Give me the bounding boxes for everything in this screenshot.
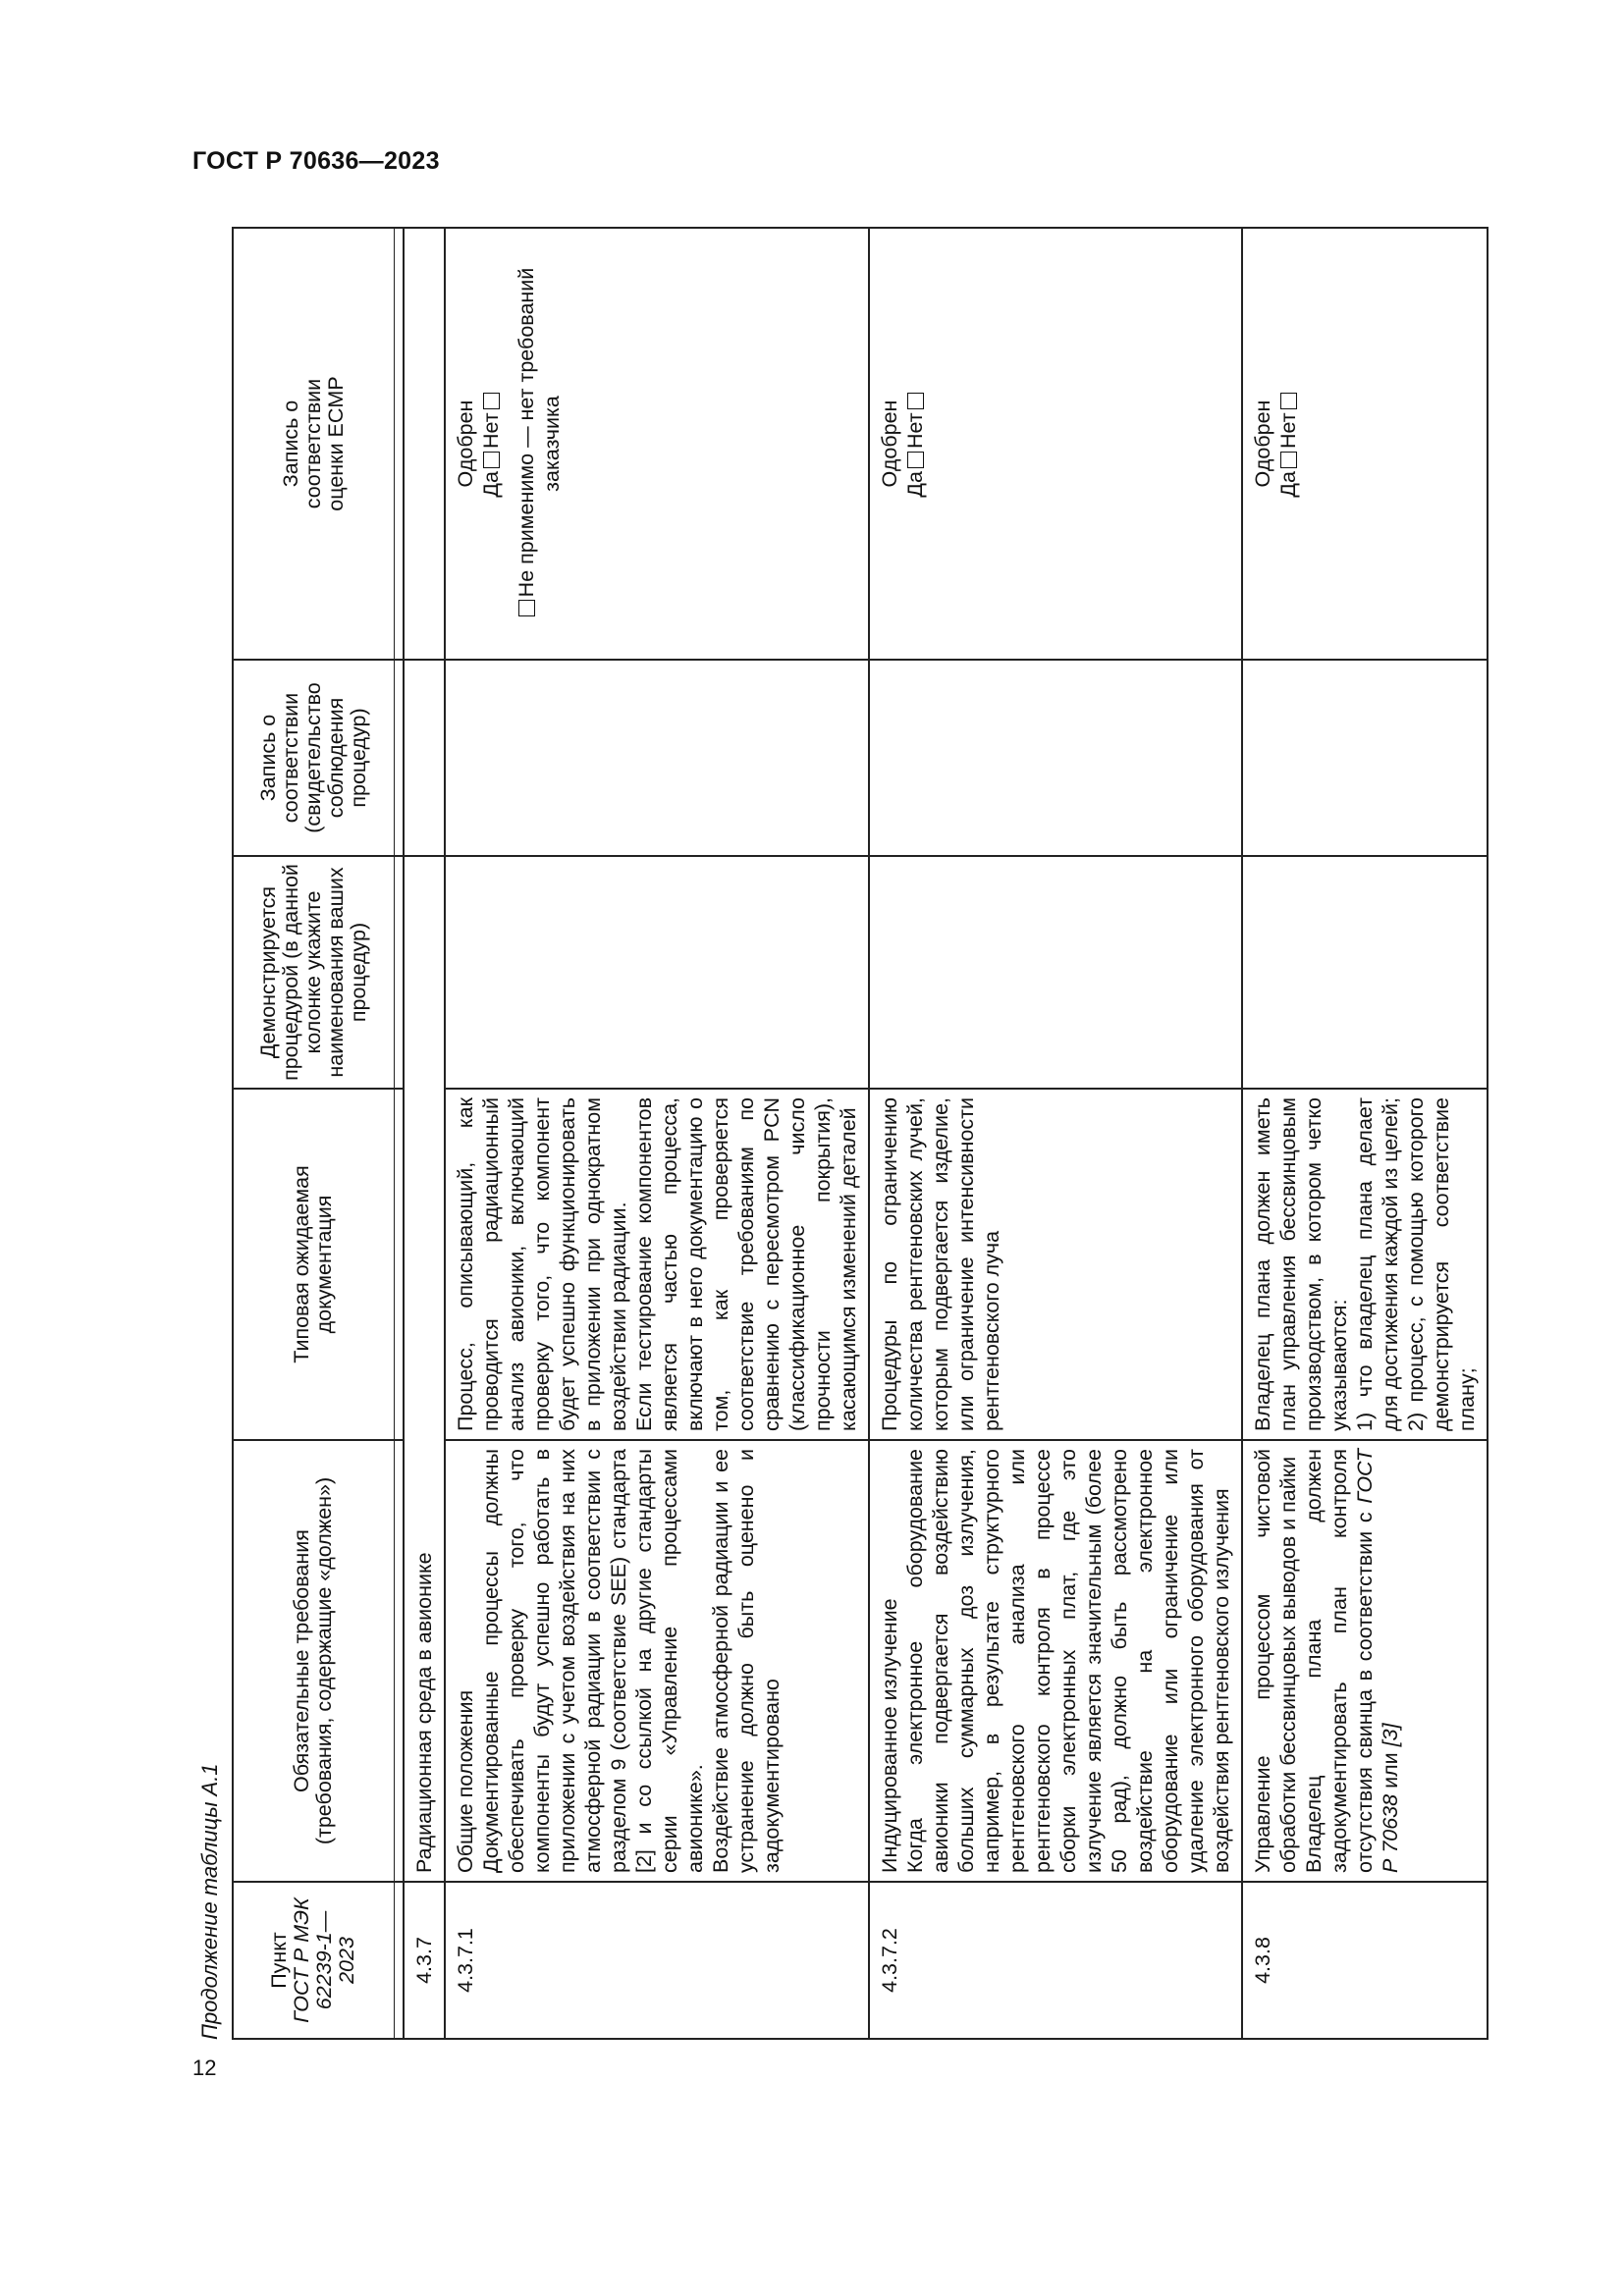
document-header: ГОСТ Р 70636—2023 <box>192 147 440 175</box>
rotated-page-content <box>192 229 1479 2040</box>
requirement-cell <box>869 1440 1242 1882</box>
requirement-text: Воздействие атмосферной радиации и ее устранение должно быть оценено и задокументировано <box>708 1449 784 1873</box>
yes-checkbox[interactable] <box>907 452 924 468</box>
section-title: Радиационная среда в авионике <box>404 856 445 1882</box>
requirement-text: Документированные процессы должны обеспечивать проверку того, что компоненты будут успешно работать в приложении с учетом воздействия на них атмосферной радиации в соответствии с разделом 9 (соответствие SEE) стандарта [2] и со ссылкой на другие стандарты серии «Управление процессами авионике». <box>478 1449 707 1873</box>
no-checkbox[interactable] <box>483 393 500 409</box>
header-procedure: Демонстрируется процедурой (в данной колонке укажите наименования ваших процедур) <box>233 856 394 1089</box>
table-row <box>1242 228 1488 2039</box>
documentation-text: Процесс, описывающий, как проводится радиационный анализ авионики, включающий проверку того, что компонент будет успешно функционировать в приложении при однократном воздействии радиации. <box>453 1097 630 1431</box>
yes-label: Да <box>902 471 927 498</box>
clause-number: 4.3.8 <box>1242 1882 1488 2039</box>
requirement-title: Индуцированное излучение <box>877 1598 901 1873</box>
no-label: Нет <box>1275 412 1300 450</box>
clause-number: 4.3.7.2 <box>869 1882 1242 2039</box>
header-documentation: Типовая ожидаемая документация <box>233 1089 394 1440</box>
record-cell <box>869 660 1242 856</box>
procedure-cell <box>445 856 869 1089</box>
procedure-cell <box>1242 856 1488 1089</box>
procedure-cell <box>869 856 1242 1089</box>
header-record: Запись о соответствии (свидетельство соблюдения процедур) <box>233 660 394 856</box>
header-spacer-row <box>394 228 404 2039</box>
record-cell <box>404 660 445 856</box>
record-cell <box>1242 660 1488 856</box>
yes-checkbox[interactable] <box>1280 452 1297 468</box>
yes-label: Да <box>1275 471 1300 498</box>
not-applicable-label: Не применимо — нет требований заказчика <box>514 267 564 598</box>
table-caption: Продолжение таблицы А.1 <box>197 1763 222 2040</box>
table-row <box>445 228 869 2039</box>
documentation-cell <box>1242 1089 1488 1440</box>
requirement-text: Когда электронное оборудование авионики подвергается воздействию больших суммарных доз излучения, например, в результате структурного рентгеновского анализа или рентгеновского контроля в процессе сборки электронных плат, где это излучение является значительным (более 50 рад), должно быть рассмотрено воздействие на электронное оборудование или ограничение или удаление электронного оборудования от воздействия рентгеновского излучения <box>902 1449 1233 1873</box>
requirement-cell <box>445 1440 869 1882</box>
reference-gost: ГОСТ Р 70638 <box>1352 1449 1402 1873</box>
documentation-cell <box>445 1089 869 1440</box>
no-label: Нет <box>902 412 927 450</box>
requirement-cell <box>1242 1440 1488 1882</box>
documentation-list-item: 1) что владелец плана делает для достижения каждой из целей; <box>1352 1096 1402 1431</box>
requirements-table <box>232 227 1489 2040</box>
header-ecmp-record: Запись о соответствии оценки ECMP <box>233 228 394 660</box>
clause-number: 4.3.7 <box>404 1882 445 2039</box>
clause-number: 4.3.7.1 <box>445 1882 869 2039</box>
documentation-text: Если тестирование компонентов является частью процесса, включают в него документацию о том, как проверяется соответствие требованиям по сравнению с пересмотром PCN (классификационное число прочности покрытия), касающимся изменений деталей <box>631 1097 860 1431</box>
header-requirements: Обязательные требования (требования, содержащие «должен») <box>233 1440 394 1882</box>
documentation-text: Процедуры по ограничению количества рентгеновских лучей, которым подвергается изделие, или ограничение интенсивности рентгеновского луча <box>877 1097 1003 1431</box>
approved-label: Одобрен <box>877 400 901 488</box>
requirement-title: Общие положения <box>453 1689 477 1873</box>
no-checkbox[interactable] <box>1280 393 1297 409</box>
not-applicable-checkbox[interactable] <box>518 600 535 616</box>
table-header-row <box>233 228 394 2039</box>
ecmp-cell <box>404 228 445 660</box>
table-row <box>869 228 1242 2039</box>
approved-label: Одобрен <box>1250 400 1274 488</box>
reference-bibliography: [3] <box>1378 1723 1402 1747</box>
documentation-list-item: 2) процесс, с помощью которого демонстрируется соответствие плану; <box>1403 1097 1479 1431</box>
no-checkbox[interactable] <box>907 393 924 409</box>
documentation-cell <box>869 1089 1242 1440</box>
documentation-text: Владелец плана должен иметь план управления бессвинцовым производством, в котором четко указываются: <box>1250 1097 1351 1431</box>
record-cell <box>445 660 869 856</box>
ecmp-cell <box>445 228 869 660</box>
no-label: Нет <box>478 412 503 450</box>
yes-label: Да <box>478 471 503 498</box>
ecmp-cell <box>1242 228 1488 660</box>
requirement-title: Управление процессом чистовой обработки бессвинцовых выводов и пайки <box>1250 1449 1300 1873</box>
page-number: 12 <box>192 2056 217 2080</box>
table-row <box>404 228 445 2039</box>
header-clause: Пункт ГОСТ Р МЭК 62239-1— 2023 <box>233 1882 394 2039</box>
requirement-text: Владелец плана должен задокументировать план контроля отсутствия свинца в соответствии с ГОСТ Р 70638 или [3] <box>1301 1449 1402 1873</box>
ecmp-cell <box>869 228 1242 660</box>
yes-checkbox[interactable] <box>483 452 500 468</box>
approved-label: Одобрен <box>453 400 477 488</box>
